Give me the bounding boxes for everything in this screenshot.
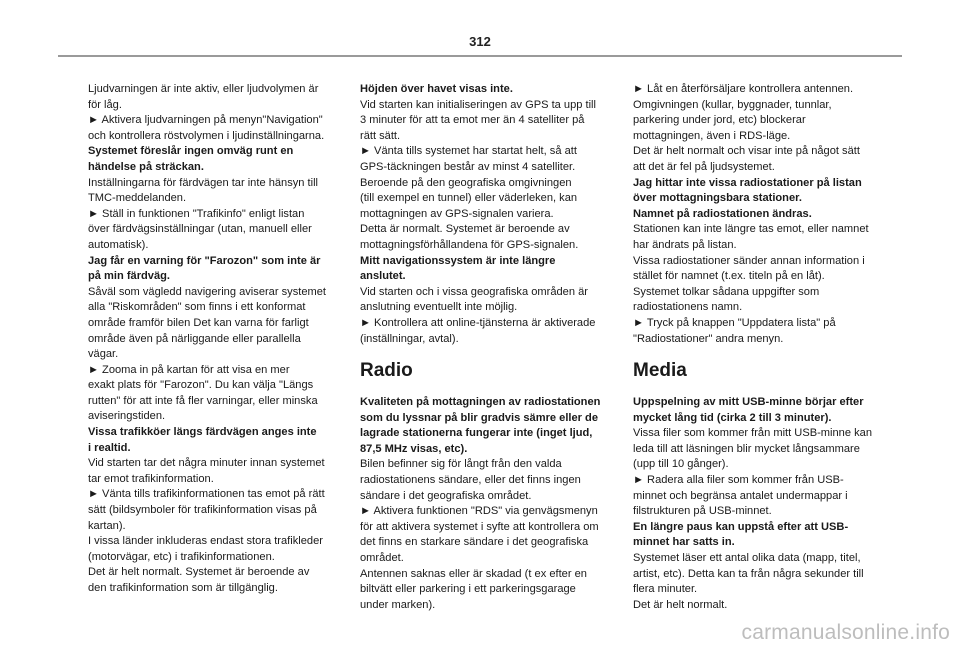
body-line: under marken). <box>360 598 436 611</box>
body-line: TMC-meddelanden. <box>88 192 187 205</box>
question-line: mycket lång tid (cirka 2 till 3 minuter). <box>633 411 832 424</box>
body-line: ► Vänta tills trafikinformationen tas emot på rätt <box>88 488 325 501</box>
body-line: att det är fel på ljudsystemet. <box>633 160 775 173</box>
body-line: anslutning eventuellt inte möjlig. <box>360 301 518 314</box>
question-line: händelse på sträckan. <box>88 160 204 173</box>
text-column-2 <box>360 82 620 613</box>
question-line: 87,5 MHz visas, etc). <box>360 442 468 455</box>
body-line: område framför bilen Det kan varna för farligt <box>88 316 309 329</box>
question-line: En längre paus kan uppstå efter att USB- <box>633 520 849 533</box>
body-line: radiostationens namn. <box>633 301 743 314</box>
body-line: Såväl som vägledd navigering aviserar systemet <box>88 285 327 298</box>
body-line: Bilen befinner sig för långt från den valda <box>360 458 562 471</box>
body-line: biltvätt eller parkering i ett parkeringsgarage <box>360 583 576 596</box>
question-line: lagrade stationerna fungerar inte (inget ljud, <box>360 427 593 440</box>
body-line: har ändrats på listan. <box>633 238 737 251</box>
body-line: mottagningsförhållandena för GPS-signalen. <box>360 238 579 251</box>
body-line: Det är helt normalt. <box>633 598 728 611</box>
body-line: ► Zooma in på kartan för att visa en mer <box>88 363 290 376</box>
body-line: Systemet tolkar sådana uppgifter som <box>633 285 820 298</box>
body-line: (motorvägar, etc) i trafikinformationen. <box>88 550 275 563</box>
body-line: "Radiostationer" andra menyn. <box>633 332 784 345</box>
body-line: ► Tryck på knappen "Uppdatera lista" på <box>633 316 836 329</box>
body-line: område även på närliggande eller parallella <box>88 332 301 345</box>
body-line: Vissa radiostationer sänder annan information i <box>633 254 865 267</box>
question-line: Jag får en varning för "Farozon" som inte är <box>88 254 321 267</box>
body-line: ► Låt en återförsäljare kontrollera antennen. <box>633 83 854 95</box>
body-line: rätt sätt. <box>360 129 401 142</box>
body-line: ► Ställ in funktionen "Trafikinfo" enligt listan <box>88 207 305 220</box>
body-line: (inställningar, avtal). <box>360 332 459 345</box>
watermark: carmanualsonline.info <box>741 621 950 644</box>
body-line: ► Aktivera ljudvarningen på menyn"Navigation" <box>88 114 323 127</box>
question-line: Kvaliteten på mottagningen av radiostationen <box>360 396 601 409</box>
body-line: den trafikinformation som är tillgänglig. <box>88 582 278 594</box>
body-line: ► Vänta tills systemet har startat helt, så att <box>360 145 577 158</box>
body-line: parkering under jord, etc) blockerar <box>633 114 806 127</box>
body-line: ► Radera alla filer som kommer från USB- <box>633 474 844 487</box>
body-line: för låg. <box>88 98 122 111</box>
body-line: Stationen kan inte längre tas emot, eller namnet <box>633 223 869 236</box>
question-line: Vissa trafikköer längs färdvägen anges inte <box>88 426 317 439</box>
body-line: rutten" för att inte få fler varningar, eller minska <box>88 394 318 407</box>
body-line: Det är helt normalt. Systemet är beroende av <box>88 566 310 579</box>
body-line: och kontrollera röstvolymen i ljudinställningarna. <box>88 129 325 142</box>
text-column-3 <box>633 82 893 613</box>
body-line: alla "Riskområden" som finns i ett konformat <box>88 301 306 314</box>
body-line: över färdvägsinställningar (utan, manuell eller <box>88 223 312 236</box>
body-line: Vid starten och i vissa geografiska områden är <box>360 285 588 298</box>
body-line: stället för namnet (t.ex. titeln på en låt). <box>633 270 825 283</box>
body-line: vägar. <box>88 348 119 361</box>
body-line: kartan). <box>88 519 126 532</box>
body-line: sätt (bildsymboler för trafikinformation visas på <box>88 504 317 517</box>
question-line: Jag hittar inte vissa radiostationer på listan <box>633 176 862 189</box>
body-line: Antennen saknas eller är skadad (t ex efter en <box>360 567 587 580</box>
body-line: det finns en starkare sändare i det geografiska <box>360 536 589 549</box>
body-line: Det är helt normalt och visar inte på något sätt <box>633 145 860 158</box>
section-heading: Radio <box>360 360 413 382</box>
body-line: Ljudvarningen är inte aktiv, eller ljudvolymen är <box>88 83 319 95</box>
body-line: ► Aktivera funktionen "RDS" via genvägsmenyn <box>360 505 598 518</box>
question-line: Höjden över havet visas inte. <box>360 83 513 95</box>
body-line: Inställningarna för färdvägen tar inte hänsyn till <box>88 176 319 189</box>
body-line: artist, etc). Detta kan ta från några sekunder till <box>633 567 864 580</box>
question-line: över mottagningsbara stationer. <box>633 192 802 205</box>
body-line: GPS-täckningen består av minst 4 satelliter. <box>360 160 576 173</box>
body-line: för att aktivera systemet i syfte att kontrollera om <box>360 520 599 533</box>
question-line: anslutet. <box>360 270 406 283</box>
body-line: Systemet läser ett antal olika data (mapp, titel, <box>633 552 861 565</box>
body-line: (upp till 10 gånger). <box>633 458 729 471</box>
body-line: 3 minuter för att ta emot mer än 4 satelliter på <box>360 114 585 127</box>
text-column-1 <box>88 82 348 597</box>
body-line: sändare i det geografiska området. <box>360 489 532 502</box>
question-line: som du lyssnar på blir gradvis sämre eller de <box>360 411 599 424</box>
body-line: flera minuter. <box>633 583 698 596</box>
body-line: Beroende på den geografiska omgivningen <box>360 176 572 189</box>
question-line: minnet har satts in. <box>633 536 735 549</box>
body-line: Detta är normalt. Systemet är beroende av <box>360 223 570 236</box>
body-line: automatisk). <box>88 238 149 251</box>
question-line: Namnet på radiostationen ändras. <box>633 207 812 220</box>
section-heading: Media <box>633 360 687 382</box>
body-line: mottagningen, även i RDS-läge. <box>633 129 791 142</box>
question-line: på min färdväg. <box>88 270 170 283</box>
body-line: Vid starten tar det några minuter innan systemet <box>88 457 325 470</box>
question-line: Uppspelning av mitt USB-minne börjar efter <box>633 396 864 409</box>
body-line: tar emot trafikinformation. <box>88 472 214 485</box>
body-line: (till exempel en tunnel) eller väderleken, kan <box>360 192 578 205</box>
body-line: ► Kontrollera att online-tjänsterna är aktiverade <box>360 316 596 329</box>
page-number: 312 <box>469 34 491 49</box>
question-line: Mitt navigationssystem är inte längre <box>360 254 556 267</box>
body-line: leda till att läsningen blir mycket långsammare <box>633 442 860 455</box>
body-line: I vissa länder inkluderas endast stora trafikleder <box>88 535 323 548</box>
body-line: exakt plats för "Farozon". Du kan välja "Längs <box>88 379 314 392</box>
body-line: radiostationens sändare, eller det finns ingen <box>360 474 581 487</box>
body-line: aviseringstiden. <box>88 410 166 423</box>
body-line: området. <box>360 552 404 565</box>
body-line: filstrukturen på USB-minnet. <box>633 505 772 518</box>
body-line: Omgivningen (kullar, byggnader, tunnlar, <box>633 98 832 111</box>
body-line: minnet och begränsa antalet undermappar i <box>633 489 848 502</box>
body-line: Vissa filer som kommer från mitt USB-minne kan <box>633 427 872 440</box>
body-line: Vid starten kan initialiseringen av GPS ta upp till <box>360 98 596 111</box>
question-line: i realtid. <box>88 441 131 454</box>
question-line: Systemet föreslår ingen omväg runt en <box>88 145 294 158</box>
header-divider <box>58 55 902 57</box>
body-line: mottagningen av GPS-signalen variera. <box>360 207 554 220</box>
